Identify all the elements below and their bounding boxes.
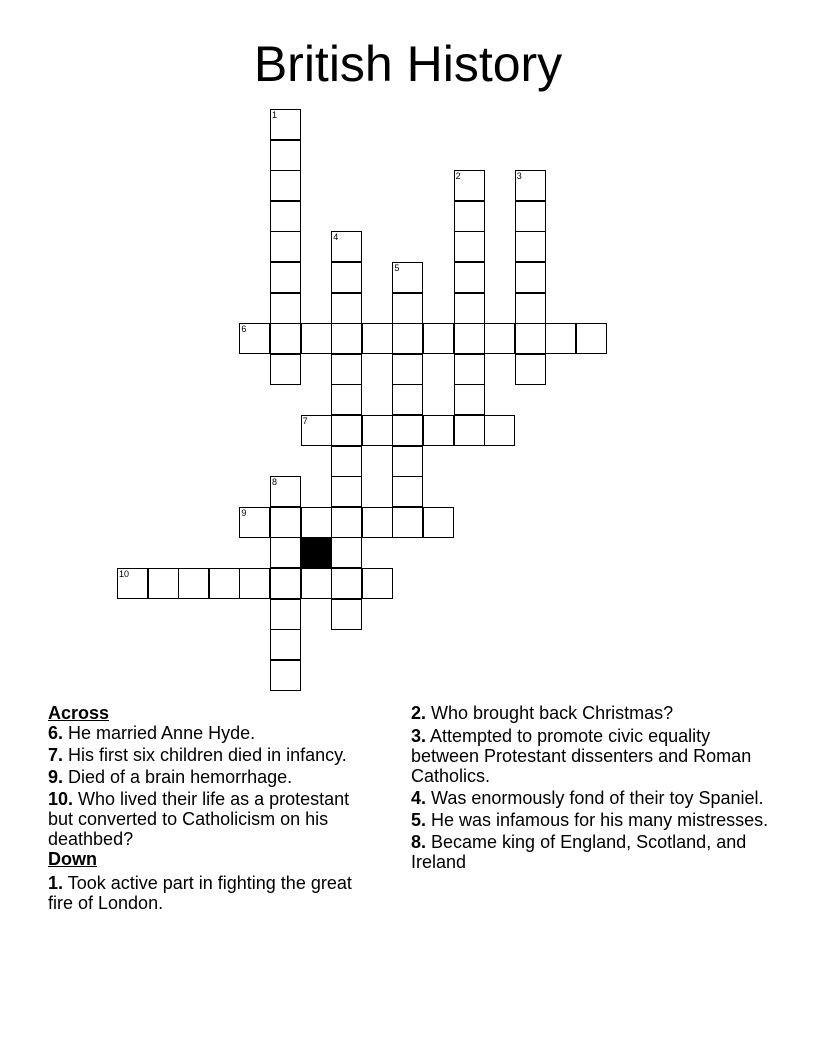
grid-cell[interactable] (270, 201, 301, 232)
grid-cell[interactable] (515, 293, 546, 324)
grid-cell[interactable] (331, 293, 362, 324)
grid-cell[interactable] (454, 170, 485, 201)
grid-cell[interactable] (362, 568, 393, 599)
grid-cell[interactable] (515, 201, 546, 232)
clue-number: 10 (119, 569, 130, 579)
grid-cell[interactable] (392, 476, 423, 507)
clue-number: 2 (455, 171, 461, 182)
grid-cell[interactable] (484, 323, 515, 354)
grid-cell[interactable] (270, 660, 301, 691)
grid-cell[interactable] (331, 446, 362, 477)
clues-left-column (48, 703, 368, 915)
grid-cell[interactable] (270, 568, 301, 599)
grid-cell[interactable] (454, 201, 485, 232)
grid-cell[interactable] (301, 507, 332, 538)
grid-cell[interactable] (362, 415, 393, 446)
grid-cell[interactable] (270, 599, 301, 630)
clue-across-6: 6. He married Anne Hyde. (48, 723, 256, 743)
grid-cell[interactable] (515, 170, 546, 201)
down-heading: Down (48, 849, 97, 869)
grid-cell[interactable] (331, 415, 362, 446)
clue-number: 4 (333, 232, 339, 243)
grid-cell[interactable] (270, 323, 301, 354)
grid-cell[interactable] (301, 323, 332, 354)
grid-cell[interactable] (270, 507, 301, 538)
grid-cell[interactable] (148, 568, 179, 599)
grid-cell[interactable] (331, 599, 362, 630)
grid-cell[interactable] (331, 262, 362, 293)
grid-cell[interactable] (331, 507, 362, 538)
clue-number: 1 (272, 110, 278, 120)
grid-cell[interactable] (239, 323, 270, 354)
grid-cell[interactable] (392, 323, 423, 354)
grid-cell[interactable] (454, 415, 485, 446)
grid-cell[interactable] (392, 415, 423, 446)
clue-across-9: 9. Died of a brain hemorrhage. (48, 767, 293, 787)
grid-cell[interactable] (239, 568, 270, 599)
grid-cell[interactable] (515, 354, 546, 385)
grid-cell[interactable] (392, 384, 423, 415)
grid-cell[interactable] (423, 323, 454, 354)
grid-cell[interactable] (454, 384, 485, 415)
clue-down-1: 1. Took active part in fighting the great fire of London. (48, 873, 352, 913)
grid-cell[interactable] (270, 476, 301, 507)
grid-cell[interactable] (270, 262, 301, 293)
clue-number: 8 (272, 477, 278, 488)
grid-cell[interactable] (454, 262, 485, 293)
grid-cell[interactable] (331, 476, 362, 507)
grid-cell[interactable] (392, 293, 423, 324)
grid-cell[interactable] (270, 629, 301, 660)
grid-cell[interactable] (392, 354, 423, 385)
grid-cell[interactable] (117, 568, 148, 599)
grid-block-cell (301, 537, 332, 568)
clue-number: 6 (241, 324, 247, 335)
grid-cell[interactable] (178, 568, 209, 599)
clue-down-5: 5. He was infamous for his many mistresses. (411, 810, 769, 830)
grid-cell[interactable] (515, 231, 546, 262)
clue-number: 9 (241, 507, 247, 518)
grid-cell[interactable] (392, 446, 423, 477)
grid-cell[interactable] (362, 323, 393, 354)
grid-cell[interactable] (331, 384, 362, 415)
grid-cell[interactable] (454, 231, 485, 262)
grid-cell[interactable] (515, 323, 546, 354)
grid-cell[interactable] (515, 262, 546, 293)
grid-cell[interactable] (270, 537, 301, 568)
across-heading: Across (48, 703, 110, 723)
grid-cell[interactable] (301, 415, 332, 446)
clue-across-7: 7. His first six children died in infancy. (48, 745, 347, 765)
grid-cell[interactable] (270, 293, 301, 324)
puzzle-title: British History (253, 36, 563, 92)
grid-cell[interactable] (423, 415, 454, 446)
grid-cell[interactable] (484, 415, 515, 446)
grid-cell[interactable] (301, 568, 332, 599)
clue-down-4: 4. Was enormously fond of their toy Spaniel. (411, 788, 764, 808)
grid-cell[interactable] (392, 262, 423, 293)
grid-cell[interactable] (331, 231, 362, 262)
clue-number: 5 (394, 263, 400, 273)
clue-number: 3 (516, 171, 522, 182)
clue-down-8: 8. Became king of England, Scotland, and Ireland (411, 832, 747, 872)
grid-cell[interactable] (392, 507, 423, 538)
grid-cell[interactable] (545, 323, 576, 354)
grid-cell[interactable] (209, 568, 240, 599)
grid-cell[interactable] (423, 507, 454, 538)
grid-cell[interactable] (331, 354, 362, 385)
clue-down-3: 3. Attempted to promote civic equality between Protestant dissenters and Roman Catholics. (411, 726, 752, 786)
grid-cell[interactable] (331, 568, 362, 599)
clues-right-column (411, 703, 781, 874)
grid-cell[interactable] (454, 323, 485, 354)
grid-cell[interactable] (270, 354, 301, 385)
clue-number: 7 (302, 416, 308, 426)
clue-down-2: 2. Who brought back Christmas? (411, 703, 674, 723)
clue-across-10: 10. Who lived their life as a protestant but converted to Catholicism on his deathbed? (48, 789, 350, 849)
grid-cell[interactable] (270, 231, 301, 262)
grid-cell[interactable] (362, 507, 393, 538)
grid-cell[interactable] (270, 170, 301, 201)
grid-cell[interactable] (454, 354, 485, 385)
grid-cell[interactable] (454, 293, 485, 324)
grid-cell[interactable] (331, 537, 362, 568)
grid-cell[interactable] (270, 140, 301, 171)
grid-cell[interactable] (331, 323, 362, 354)
grid-cell[interactable] (239, 507, 270, 538)
grid-cell[interactable] (270, 109, 301, 140)
grid-cell[interactable] (576, 323, 607, 354)
